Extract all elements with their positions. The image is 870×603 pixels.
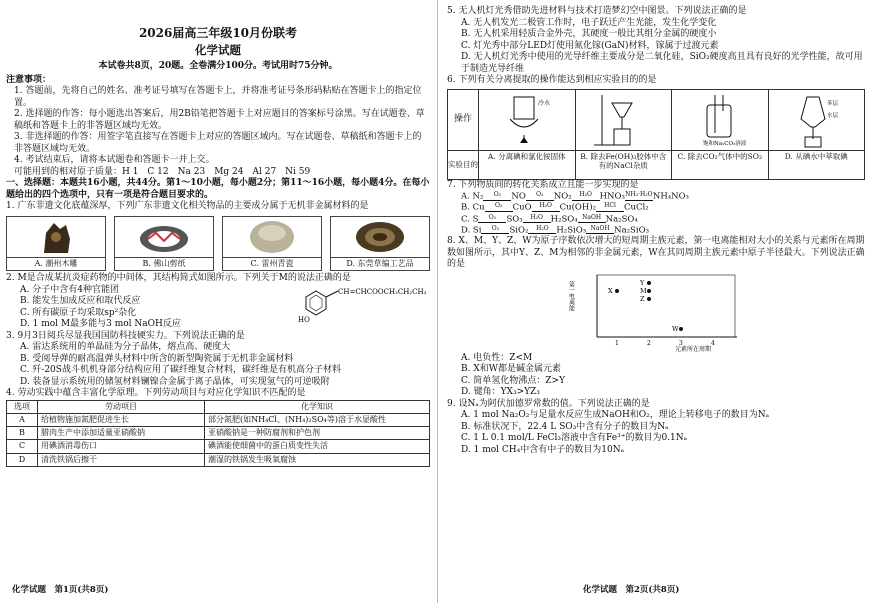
- gas-wash-bottle-icon: [685, 91, 755, 149]
- q7-options: [447, 191, 865, 236]
- straw-weaving-icon: [350, 219, 410, 255]
- left-page: [6, 6, 430, 467]
- q5-option: A. 无人机发光二极管工作时，电子跃迁产生光能，发生化学变化: [461, 17, 717, 28]
- celadon-bowl-icon: [242, 219, 302, 255]
- q9-option: A. 1 mol Na₂O₂与足量水反应生成NaOH和O₂，理论上转移电子的数目为Nₐ: [461, 410, 770, 421]
- svg-text:元素所在周期: 元素所在周期: [675, 345, 712, 353]
- question-8: 8. X、M、Y、Z、W为原子序数依次增大的短周期主族元素，第一电离能相对大小的关系与元素所在周期数如图所示，其中Y、Z、M为相邻的非金属元素，W在其同周期主族元素中原子半径最大。下列说法正确的是: [447, 236, 865, 270]
- q7-option: A. N₂ O₂ NO O₂ NO₂ H₂O HNO₃NH₃·H₂ONH₄NO₃: [461, 191, 689, 202]
- question-5: 5. 无人机灯光秀借助先进材料与技术打造梦幻空中图景。下列说法正确的是: [447, 6, 747, 16]
- table-header: 选项 劳动项目 化学知识: [7, 400, 430, 413]
- species: NO₂: [553, 191, 572, 202]
- paper-cut-icon: [134, 219, 194, 255]
- q1-option-a: A. 潮州木雕: [6, 216, 106, 271]
- q7-option: C. S O₂ SO₃ H₂O H₂SO₄ NaOH Na₂SO₄: [461, 213, 638, 224]
- question-7: 7. 下列物质间的转化关系成立且能一步实现的是: [447, 179, 639, 190]
- point-label: Y: [640, 278, 645, 287]
- species: HNO₃: [599, 191, 625, 202]
- separatory-funnel-icon: [781, 91, 851, 149]
- q6-option-b: [576, 89, 673, 151]
- q2-option: A. 分子中含有4种官能团: [20, 284, 119, 295]
- q8-option: B. X和W都是碱金属元素: [461, 364, 561, 375]
- filtration-apparatus-icon: [588, 91, 658, 149]
- q6-caption-row: [447, 151, 865, 180]
- species: Si: [472, 225, 482, 236]
- q8-figure: [447, 271, 865, 353]
- species: N₂: [472, 191, 484, 202]
- q8-option: C. 简单氢化物沸点：Z>Y: [461, 375, 566, 386]
- species: SO₃: [506, 213, 523, 224]
- sublimation-apparatus-icon: [492, 91, 562, 149]
- species: H₂SO₄: [550, 213, 578, 224]
- wood-carving-icon: [36, 219, 76, 255]
- q8-option: D. 键角：YX₃>YZ₃: [461, 387, 540, 398]
- q6-apparatus-row: [447, 89, 865, 151]
- species: NO: [511, 191, 526, 202]
- reaction-arrow: O₂: [485, 202, 513, 212]
- section-heading: 一、选择题：本题共16小题，共44分。第1～10小题，每小题2分；第11～16小题，每小题4分。在每小题给出的四个选项中，只有一项是符合题目要求的。: [6, 178, 430, 200]
- q8-option: A. 电负性：Z<M: [461, 352, 533, 363]
- svg-text:冷水: 冷水: [537, 99, 550, 107]
- tick-label: 4: [711, 339, 715, 347]
- tick-label: 1: [615, 339, 619, 347]
- q5-option: B. 无人机采用轻质合金外壳，其硬度一般比其组分金属的硬度小: [461, 29, 717, 40]
- table-row: A 给植物施加氮肥促进生长 部分氮肥(如NH₄Cl、(NH₄)₂SO₄等)溶于水显酸性: [7, 413, 430, 426]
- data-point: [647, 297, 651, 301]
- species: Cu(OH)₂: [559, 202, 596, 213]
- q1-option-c: C. 雷州青瓷: [222, 216, 322, 271]
- point-label: W: [672, 324, 679, 333]
- right-footer: 化学试题 第2页(共8页): [583, 585, 680, 595]
- note-item: 可能用到的相对原子质量：H 1 C 12 Na 23 Mg 24 Al 27 Ni 59: [14, 166, 311, 177]
- point-label: Z: [640, 294, 645, 303]
- question-2: 2. M是合成某抗炎症药物的中间体，其结构简式如图所示。下列关于M的说法正确的是: [6, 273, 351, 284]
- q6-caption-d: D. 从碘水中萃取碘: [784, 151, 848, 161]
- q6-option-c: [672, 89, 769, 151]
- question-4: 4. 劳动实践中蕴含丰富化学原理。下列劳动项目与对应化学知识不匹配的是: [6, 388, 306, 399]
- q3-option: D. 装备显示系统用的储氢材料镧镍合金属于离子晶体，可实现氢气的可逆吸附: [20, 376, 330, 387]
- q3-option: B. 受阅导弹的耐高温弹头材料中所含的新型陶瓷属于无机非金属材料: [20, 353, 294, 364]
- svg-text:HO: HO: [298, 316, 310, 324]
- reaction-arrow: HCl: [596, 202, 624, 212]
- reaction-arrow: NaOH: [586, 225, 614, 235]
- svg-text:饱和Na₂CO₃溶液: 饱和Na₂CO₃溶液: [702, 140, 746, 147]
- q6-caption-b: B. 除去Fe(OH)₃胶体中含有的NaCl杂质: [580, 151, 667, 171]
- reaction-arrow: O₂: [481, 225, 509, 235]
- tick-label: 2: [647, 339, 651, 347]
- species: Cu: [472, 202, 485, 213]
- species: NH₄NO₃: [652, 191, 689, 202]
- q4-table: [6, 400, 430, 467]
- reaction-arrow: O₂: [526, 191, 554, 201]
- q6-option-d: [769, 89, 866, 151]
- species: SiO₂: [509, 225, 529, 236]
- q6-caption-c: C. 除去CO₂气体中的SO₂: [677, 151, 762, 161]
- q6-row-label: 操作: [447, 89, 479, 151]
- exam-title: 2026届高三年级10月份联考: [138, 26, 298, 40]
- q2-option: D. 1 mol M最多能与3 mol NaOH反应: [20, 319, 181, 330]
- data-point: [647, 289, 651, 293]
- reaction-arrow: H₂O: [572, 191, 600, 201]
- question-3: 3. 9月3日阅兵尽显我国国防科技硬实力。下列说法正确的是: [6, 330, 245, 341]
- q1-option-d: D. 东莞草编工艺品: [330, 216, 430, 271]
- q9-option: D. 1 mol CH₄中含有中子的数目为10Nₐ: [461, 444, 625, 455]
- reaction-arrow: H₂O: [523, 214, 551, 224]
- right-page: [447, 6, 865, 456]
- point-label: M: [640, 286, 647, 295]
- svg-text:苯层: 苯层: [827, 100, 839, 107]
- q6-option-a: [479, 89, 576, 151]
- species: H₂SiO₃: [556, 225, 587, 236]
- note-item: 1. 答题前，先将自己的姓名、准考证号填写在答题卡上，并将准考证号条形码粘贴在答题卡上的指定位置。: [14, 86, 422, 108]
- subject-title: 化学试题: [195, 43, 241, 58]
- q3-option: C. 歼-20S战斗机机身部分结构应用了碳纤维复合材料，碳纤维是有机高分子材料: [20, 365, 341, 376]
- exam-info: 本试卷共8页，20题。全卷满分100分。考试用时75分钟。: [98, 61, 338, 72]
- species: CuCl₂: [624, 202, 649, 213]
- species: S: [472, 213, 479, 224]
- note-item: 2. 选择题的作答：每小题选出答案后，用2B铅笔把答题卡上对应题目的答案标号涂黑。写在试题卷、草稿纸和答题卡上的非答题区域均无效。: [14, 109, 425, 131]
- q2-option: C. 所有碳原子均采取sp²杂化: [20, 307, 137, 318]
- reaction-arrow: O₂: [478, 214, 506, 224]
- q1-option-b: B. 佛山剪纸: [114, 216, 214, 271]
- q6-caption-a: A. 分离碘和氯化铵固体: [487, 151, 566, 161]
- q9-option: C. 1 L 0.1 mol/L FeCl₃溶液中含有Fe³⁺的数目为0.1Nₐ: [461, 433, 688, 444]
- q2-option: B. 能发生加成反应和取代反应: [20, 296, 141, 307]
- q6-purpose-label: 实验目的: [447, 151, 479, 180]
- question-1: 1. 广东非遗文化底蕴深厚，下列广东非遗文化相关物品的主要成分属于无机非金属材料的是: [6, 201, 369, 212]
- species: Na₂SO₄: [605, 213, 638, 224]
- note-item: 4. 考试结束后，请将本试题卷和答题卡一并上交。: [14, 155, 215, 166]
- structure-formula-icon: [298, 285, 428, 323]
- left-footer: 化学试题 第1页(共8页): [12, 585, 109, 595]
- q7-option: B. Cu O₂ CuO H₂O Cu(OH)₂ HCl CuCl₂: [461, 202, 649, 213]
- reaction-arrow: H₂O: [532, 202, 560, 212]
- table-row: C 用碘酒消毒伤口 碘酒能使细菌中的蛋白质变性失活: [7, 440, 430, 453]
- q7-option: D. Si O₂ SiO₂ H₂O H₂SiO₃ NaOH Na₂SiO₃: [461, 224, 649, 236]
- reaction-arrow: NaOH: [578, 214, 606, 224]
- q5-option: C. 灯光秀中部分LED灯使用氮化镓(GaN)材料，镓属于过渡元素: [461, 40, 719, 51]
- question-9: 9. 设Nₐ为阿伏加德罗常数的值。下列说法正确的是: [447, 398, 650, 409]
- reaction-arrow: O₂: [483, 191, 511, 201]
- ionization-energy-plot: [567, 271, 767, 353]
- q5-option: D. 无人机灯光秀中使用的光导纤维主要成分是二氧化硅，SiO₂硬度高且具有良好的光学性能，故可用于制造光导纤维: [461, 52, 863, 74]
- q3-option: A. 雷达系统用的单晶硅为分子晶体，熔点高、硬度大: [20, 342, 231, 353]
- reaction-arrow: NH₃·H₂O: [625, 191, 653, 201]
- data-point: [679, 327, 683, 331]
- page-divider: [437, 0, 438, 603]
- tick-label: 3: [679, 339, 683, 347]
- table-row: D 清洗铁锅后擦干 潮湿的铁锅发生吸氧腐蚀: [7, 453, 430, 466]
- data-point: [615, 289, 619, 293]
- svg-text:水层: 水层: [827, 112, 839, 119]
- note-item: 3. 非选择题的作答：用签字笔直接写在答题卡上对应的答题区域内。写在试题卷、草稿纸和答题卡上的非答题区域均无效。: [14, 132, 422, 154]
- species: CuO: [512, 202, 532, 213]
- reaction-arrow: H₂O: [528, 225, 556, 235]
- q1-images: [6, 216, 430, 271]
- point-label: X: [608, 286, 613, 295]
- svg-text:第一电离能: 第一电离能: [567, 280, 575, 311]
- question-2-block: [6, 273, 430, 331]
- notes-header: 注意事项：: [6, 74, 52, 85]
- q9-option: B. 标准状况下，22.4 L SO₃中含有分子的数目为Nₐ: [461, 421, 669, 432]
- species: Na₂SiO₃: [614, 225, 649, 236]
- question-6: 6. 下列有关分离提取的操作能达到相应实验目的的是: [447, 75, 657, 86]
- svg-text:CH=CHCOOCH₂CH₂CH₃: CH=CHCOOCH₂CH₂CH₃: [338, 288, 427, 297]
- data-point: [647, 281, 651, 285]
- table-row: B 腊肉生产中添加适量亚硝酸钠 亚硝酸钠是一种防腐剂和护色剂: [7, 427, 430, 440]
